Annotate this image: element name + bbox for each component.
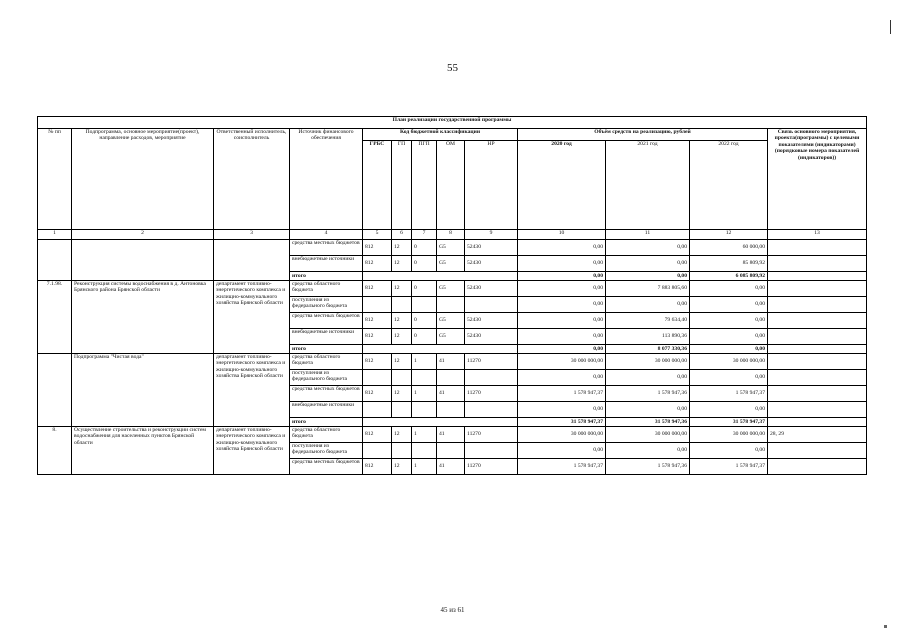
- kbk-empty-cell: [363, 418, 518, 427]
- kbk-pgp: 0: [412, 240, 437, 256]
- kbk-nr: 52430: [465, 281, 518, 297]
- row-number: 7.1.98.: [38, 281, 72, 354]
- kbk-nr: 52430: [465, 329, 518, 345]
- header-2021: 2021 год: [606, 141, 690, 230]
- header-2020: 2020 год: [518, 141, 606, 230]
- kbk-grbs: [363, 402, 392, 418]
- row-number: [38, 240, 72, 281]
- kbk-gp: 12: [392, 459, 412, 475]
- kbk-grbs: 812: [363, 459, 392, 475]
- kbk-pgp: 0: [412, 313, 437, 329]
- amount-y2021: 113 890,36: [606, 329, 690, 345]
- row-number: 8.: [38, 427, 72, 475]
- column-number: 6: [392, 230, 412, 240]
- column-number: 1: [38, 230, 72, 240]
- kbk-gp: [392, 370, 412, 386]
- row-executor: департамент топливно-энергетического комплекса и жилищно-коммунального хозяйства Брянской области: [214, 281, 290, 354]
- kbk-gp: [392, 297, 412, 313]
- page-number: 55: [447, 62, 458, 74]
- kbk-om: [437, 297, 465, 313]
- table-row: [38, 427, 867, 443]
- kbk-nr: 11270: [465, 459, 518, 475]
- amount-y2021: 31 578 947,36: [606, 418, 690, 427]
- amount-y2021: 30 000 000,00: [606, 427, 690, 443]
- indicator-link: [768, 370, 867, 386]
- kbk-grbs: 812: [363, 427, 392, 443]
- amount-y2022: 31 578 947,37: [690, 418, 768, 427]
- kbk-nr: 52430: [465, 256, 518, 272]
- kbk-grbs: 812: [363, 354, 392, 370]
- amount-y2020: 30 000 000,00: [518, 354, 606, 370]
- amount-y2021: 0,00: [606, 256, 690, 272]
- indicator-link: [768, 459, 867, 475]
- kbk-grbs: [363, 370, 392, 386]
- kbk-om: G5: [437, 329, 465, 345]
- amount-y2022: 30 000 000,00: [690, 427, 768, 443]
- scan-edge-mark: [890, 20, 891, 34]
- funding-source: итого: [290, 345, 363, 354]
- funding-source: внебюджетные источники: [290, 402, 363, 418]
- kbk-gp: 12: [392, 240, 412, 256]
- kbk-gp: 12: [392, 281, 412, 297]
- amount-y2020: 1 578 947,37: [518, 459, 606, 475]
- amount-y2021: 0,00: [606, 402, 690, 418]
- kbk-nr: 11270: [465, 386, 518, 402]
- kbk-om: [437, 370, 465, 386]
- header-pgp: ПГП: [412, 141, 437, 230]
- column-number: 5: [363, 230, 392, 240]
- indicator-link: [768, 345, 867, 354]
- column-number: 13: [768, 230, 867, 240]
- indicator-link: [768, 354, 867, 370]
- kbk-nr: [465, 297, 518, 313]
- funding-source: средства местных бюджетов: [290, 313, 363, 329]
- row-executor: [214, 240, 290, 281]
- indicator-link: [768, 443, 867, 459]
- kbk-om: [437, 443, 465, 459]
- header-gp: ГП: [392, 141, 412, 230]
- amount-y2022: 60 000,00: [690, 240, 768, 256]
- column-number: 10: [518, 230, 606, 240]
- amount-y2021: 0,00: [606, 443, 690, 459]
- header-volume-group: Объём средств на реализацию, рублей: [518, 129, 768, 141]
- header-num: № пп: [38, 129, 72, 230]
- amount-y2022: 0,00: [690, 313, 768, 329]
- kbk-grbs: [363, 443, 392, 459]
- kbk-gp: 12: [392, 354, 412, 370]
- table-row: [38, 240, 867, 256]
- amount-y2022: 85 809,92: [690, 256, 768, 272]
- amount-y2020: 0,00: [518, 256, 606, 272]
- kbk-grbs: [363, 297, 392, 313]
- kbk-grbs: 812: [363, 256, 392, 272]
- column-number: 2: [72, 230, 214, 240]
- kbk-nr: [465, 402, 518, 418]
- amount-y2020: 0,00: [518, 443, 606, 459]
- funding-source: внебюджетные источники: [290, 329, 363, 345]
- kbk-pgp: 1: [412, 459, 437, 475]
- scan-speck: [884, 625, 887, 628]
- amount-y2021: 30 000 000,00: [606, 354, 690, 370]
- row-executor: департамент топливно-энергетического комплекса и жилищно-коммунального хозяйства Брянской области: [214, 354, 290, 427]
- kbk-gp: [392, 402, 412, 418]
- kbk-gp: 12: [392, 313, 412, 329]
- amount-y2020: 1 578 947,37: [518, 386, 606, 402]
- table-title: План реализации государственной программы: [38, 117, 867, 129]
- kbk-gp: 12: [392, 427, 412, 443]
- table-row: [38, 281, 867, 297]
- kbk-pgp: [412, 402, 437, 418]
- amount-y2021: 0,00: [606, 240, 690, 256]
- row-number: [38, 354, 72, 427]
- amount-y2022: 0,00: [690, 402, 768, 418]
- amount-y2021: 1 578 947,36: [606, 386, 690, 402]
- indicator-link: [768, 281, 867, 297]
- indicator-link: [768, 418, 867, 427]
- kbk-gp: 12: [392, 256, 412, 272]
- amount-y2022: 1 578 947,37: [690, 386, 768, 402]
- kbk-om: 41: [437, 386, 465, 402]
- amount-y2022: 1 578 947,37: [690, 459, 768, 475]
- header-nr: НР: [465, 141, 518, 230]
- amount-y2022: 0,00: [690, 345, 768, 354]
- header-grbs: ГРБС: [363, 141, 392, 230]
- column-number: 3: [214, 230, 290, 240]
- amount-y2022: 0,00: [690, 281, 768, 297]
- kbk-om: 41: [437, 427, 465, 443]
- kbk-om: 41: [437, 459, 465, 475]
- kbk-pgp: [412, 370, 437, 386]
- funding-source: поступления из федерального бюджета: [290, 297, 363, 313]
- kbk-nr: [465, 443, 518, 459]
- row-name: Подпрограмма "Чистая вода": [72, 354, 214, 427]
- amount-y2021: 1 578 947,36: [606, 459, 690, 475]
- kbk-grbs: 812: [363, 313, 392, 329]
- kbk-nr: 11270: [465, 354, 518, 370]
- amount-y2020: 0,00: [518, 329, 606, 345]
- kbk-grbs: 812: [363, 386, 392, 402]
- header-source: Источник финансового обеспечения: [290, 129, 363, 230]
- amount-y2021: 79 634,40: [606, 313, 690, 329]
- amount-y2021: 0,00: [606, 297, 690, 313]
- row-name: Реконструкция системы водоснабжения в д. Антоновка Брянского района Брянской области: [72, 281, 214, 354]
- kbk-grbs: 812: [363, 329, 392, 345]
- column-number: 9: [465, 230, 518, 240]
- amount-y2020: 0,00: [518, 402, 606, 418]
- column-number: 12: [690, 230, 768, 240]
- funding-source: средства областного бюджета: [290, 281, 363, 297]
- funding-source: поступления из федерального бюджета: [290, 370, 363, 386]
- column-number: 4: [290, 230, 363, 240]
- kbk-pgp: [412, 297, 437, 313]
- column-number-row: [38, 230, 867, 240]
- amount-y2020: 31 578 947,37: [518, 418, 606, 427]
- indicator-link: [768, 297, 867, 313]
- kbk-pgp: 0: [412, 329, 437, 345]
- amount-y2021: 8 077 330,36: [606, 345, 690, 354]
- kbk-pgp: 1: [412, 427, 437, 443]
- header-kbk-group: Код бюджетной классификации: [363, 129, 518, 141]
- column-number: 11: [606, 230, 690, 240]
- indicator-link: [768, 240, 867, 256]
- row-name: Осуществление строительства и реконструкции систем водоснабжения для населенных пунктов Брянской области: [72, 427, 214, 475]
- funding-source: средства областного бюджета: [290, 427, 363, 443]
- kbk-pgp: 0: [412, 256, 437, 272]
- kbk-empty-cell: [363, 345, 518, 354]
- amount-y2022: 0,00: [690, 297, 768, 313]
- table-row: [38, 354, 867, 370]
- funding-source: итого: [290, 272, 363, 281]
- row-executor: департамент топливно-энергетического комплекса и жилищно-коммунального хозяйства Брянской области: [214, 427, 290, 475]
- kbk-gp: [392, 443, 412, 459]
- amount-y2021: 7 883 805,60: [606, 281, 690, 297]
- indicator-link: 28, 29: [768, 427, 867, 443]
- kbk-pgp: [412, 443, 437, 459]
- funding-source: средства местных бюджетов: [290, 459, 363, 475]
- funding-source: внебюджетные источники: [290, 256, 363, 272]
- amount-y2020: 0,00: [518, 240, 606, 256]
- column-number: 8: [437, 230, 465, 240]
- row-name: [72, 240, 214, 281]
- amount-y2020: 0,00: [518, 370, 606, 386]
- implementation-plan-table: [37, 116, 867, 475]
- kbk-om: [437, 402, 465, 418]
- kbk-nr: 52430: [465, 313, 518, 329]
- indicator-link: [768, 313, 867, 329]
- amount-y2020: 0,00: [518, 281, 606, 297]
- kbk-om: G5: [437, 256, 465, 272]
- kbk-om: G5: [437, 281, 465, 297]
- kbk-empty-cell: [363, 272, 518, 281]
- indicator-link: [768, 386, 867, 402]
- amount-y2021: 0,00: [606, 370, 690, 386]
- kbk-om: 41: [437, 354, 465, 370]
- amount-y2022: 0,00: [690, 443, 768, 459]
- indicator-link: [768, 402, 867, 418]
- funding-source: итого: [290, 418, 363, 427]
- amount-y2020: 0,00: [518, 297, 606, 313]
- kbk-pgp: 0: [412, 281, 437, 297]
- funding-source: поступления из федерального бюджета: [290, 443, 363, 459]
- funding-source: средства местных бюджетов: [290, 240, 363, 256]
- header-om: ОМ: [437, 141, 465, 230]
- amount-y2020: 0,00: [518, 272, 606, 281]
- amount-y2020: 0,00: [518, 345, 606, 354]
- indicator-link: [768, 329, 867, 345]
- header-link: Связь основного мероприятия, проекта(программы) с целевыми показателями (индикаторами) (порядковые номера показателей (индикаторов)): [768, 129, 867, 230]
- kbk-grbs: 812: [363, 281, 392, 297]
- kbk-grbs: 812: [363, 240, 392, 256]
- amount-y2022: 30 000 000,00: [690, 354, 768, 370]
- kbk-om: G5: [437, 240, 465, 256]
- amount-y2020: 0,00: [518, 313, 606, 329]
- kbk-nr: 52430: [465, 240, 518, 256]
- amount-y2022: 6 085 809,92: [690, 272, 768, 281]
- header-name: Подпрограмма, основное мероприятие(проект), направление расходов, мероприятие: [72, 129, 214, 230]
- indicator-link: [768, 256, 867, 272]
- kbk-nr: [465, 370, 518, 386]
- kbk-pgp: 1: [412, 354, 437, 370]
- amount-y2022: 0,00: [690, 370, 768, 386]
- indicator-link: [768, 272, 867, 281]
- column-number: 7: [412, 230, 437, 240]
- amount-y2022: 0,00: [690, 329, 768, 345]
- funding-source: средства областного бюджета: [290, 354, 363, 370]
- kbk-gp: 12: [392, 329, 412, 345]
- amount-y2020: 30 000 000,00: [518, 427, 606, 443]
- kbk-pgp: 1: [412, 386, 437, 402]
- funding-source: средства местных бюджетов: [290, 386, 363, 402]
- page-footer: 45 из 61: [440, 606, 465, 614]
- kbk-gp: 12: [392, 386, 412, 402]
- header-2022: 2022 год: [690, 141, 768, 230]
- kbk-nr: 11270: [465, 427, 518, 443]
- amount-y2021: 0,00: [606, 272, 690, 281]
- kbk-om: G5: [437, 313, 465, 329]
- header-executor: Ответственный исполнитель, соисполнитель: [214, 129, 290, 230]
